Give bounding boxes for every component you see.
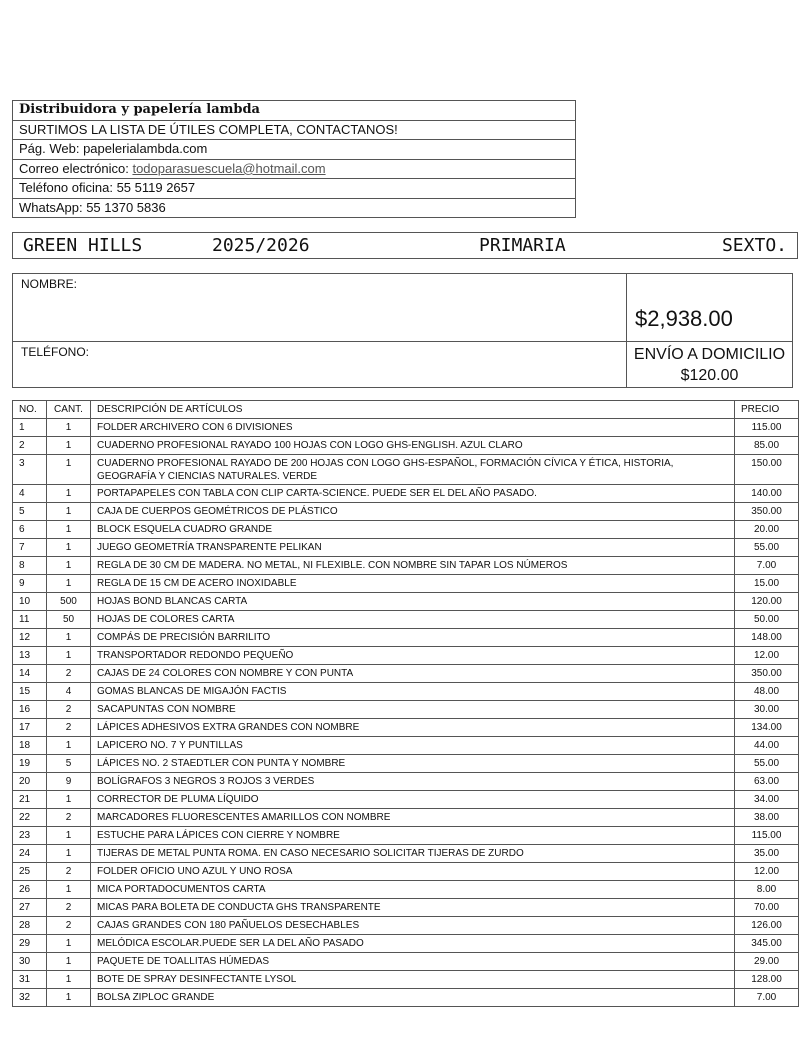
row-number: 12: [13, 629, 47, 647]
row-number: 16: [13, 701, 47, 719]
company-info-box: [12, 100, 576, 218]
row-number: 31: [13, 971, 47, 989]
row-number: 7: [13, 539, 47, 557]
row-quantity: 1: [47, 935, 91, 953]
table-row: [13, 953, 799, 971]
row-price: 29.00: [735, 953, 799, 971]
row-price: 70.00: [735, 899, 799, 917]
row-description: REGLA DE 15 CM DE ACERO INOXIDABLE: [91, 575, 735, 593]
items-table: [12, 400, 799, 1007]
row-quantity: 1: [47, 647, 91, 665]
row-description: SACAPUNTAS CON NOMBRE: [91, 701, 735, 719]
row-number: 13: [13, 647, 47, 665]
table-row: [13, 683, 799, 701]
table-row: [13, 899, 799, 917]
row-quantity: 1: [47, 455, 91, 485]
shipping-box: [627, 342, 793, 388]
row-description: PAQUETE DE TOALLITAS HÚMEDAS: [91, 953, 735, 971]
row-number: 2: [13, 437, 47, 455]
row-price: 115.00: [735, 827, 799, 845]
row-quantity: 1: [47, 827, 91, 845]
row-description: LAPICERO NO. 7 Y PUNTILLAS: [91, 737, 735, 755]
table-row: [13, 629, 799, 647]
row-description: CORRECTOR DE PLUMA LÍQUIDO: [91, 791, 735, 809]
table-row: [13, 539, 799, 557]
table-row: [13, 917, 799, 935]
row-description: CAJA DE CUERPOS GEOMÉTRICOS DE PLÁSTICO: [91, 503, 735, 521]
company-web: Pág. Web: papelerialambda.com: [13, 140, 576, 160]
row-number: 4: [13, 485, 47, 503]
table-row: [13, 665, 799, 683]
row-quantity: 1: [47, 971, 91, 989]
table-row: [13, 485, 799, 503]
row-quantity: 50: [47, 611, 91, 629]
table-row: [13, 845, 799, 863]
table-row: [13, 755, 799, 773]
row-description: FOLDER OFICIO UNO AZUL Y UNO ROSA: [91, 863, 735, 881]
row-number: 32: [13, 989, 47, 1007]
header-no: NO.: [13, 401, 47, 419]
row-number: 23: [13, 827, 47, 845]
row-quantity: 1: [47, 845, 91, 863]
row-number: 14: [13, 665, 47, 683]
row-number: 25: [13, 863, 47, 881]
table-row: [13, 437, 799, 455]
phone-label: TELÉFONO:: [21, 345, 90, 359]
row-quantity: 1: [47, 485, 91, 503]
row-price: 12.00: [735, 863, 799, 881]
row-description: HOJAS DE COLORES CARTA: [91, 611, 735, 629]
row-price: 48.00: [735, 683, 799, 701]
row-price: 35.00: [735, 845, 799, 863]
row-price: 120.00: [735, 593, 799, 611]
row-number: 29: [13, 935, 47, 953]
row-number: 17: [13, 719, 47, 737]
row-quantity: 500: [47, 593, 91, 611]
table-row: [13, 737, 799, 755]
row-description: MICA PORTADOCUMENTOS CARTA: [91, 881, 735, 899]
row-description: BOTE DE SPRAY DESINFECTANTE LYSOL: [91, 971, 735, 989]
row-quantity: 1: [47, 539, 91, 557]
total-price: $2,938.00: [627, 274, 793, 342]
row-description: TRANSPORTADOR REDONDO PEQUEÑO: [91, 647, 735, 665]
row-price: 7.00: [735, 989, 799, 1007]
row-number: 28: [13, 917, 47, 935]
row-description: TIJERAS DE METAL PUNTA ROMA. EN CASO NECESARIO SOLICITAR TIJERAS DE ZURDO: [91, 845, 735, 863]
row-number: 24: [13, 845, 47, 863]
row-description: BOLSA ZIPLOC GRANDE: [91, 989, 735, 1007]
phone-field[interactable]: [13, 342, 627, 388]
table-row: [13, 647, 799, 665]
table-row: [13, 773, 799, 791]
row-description: CAJAS DE 24 COLORES CON NOMBRE Y CON PUNTA: [91, 665, 735, 683]
row-price: 8.00: [735, 881, 799, 899]
row-description: CUADERNO PROFESIONAL RAYADO 100 HOJAS CON LOGO GHS-ENGLISH. AZUL CLARO: [91, 437, 735, 455]
row-quantity: 1: [47, 437, 91, 455]
name-field[interactable]: [13, 274, 627, 342]
customer-box: [12, 273, 793, 388]
table-row: [13, 827, 799, 845]
row-quantity: 1: [47, 791, 91, 809]
row-number: 27: [13, 899, 47, 917]
row-quantity: 2: [47, 917, 91, 935]
row-quantity: 1: [47, 557, 91, 575]
table-row: [13, 557, 799, 575]
email-link[interactable]: todoparasuescuela@hotmail.com: [132, 160, 326, 176]
row-quantity: 2: [47, 809, 91, 827]
row-price: 12.00: [735, 647, 799, 665]
row-number: 19: [13, 755, 47, 773]
row-description: BOLÍGRAFOS 3 NEGROS 3 ROJOS 3 VERDES: [91, 773, 735, 791]
table-row: [13, 881, 799, 899]
row-price: 345.00: [735, 935, 799, 953]
row-price: 50.00: [735, 611, 799, 629]
items-header-row: [13, 401, 799, 419]
row-price: 44.00: [735, 737, 799, 755]
row-number: 10: [13, 593, 47, 611]
row-description: PORTAPAPELES CON TABLA CON CLIP CARTA-SCIENCE. PUEDE SER EL DEL AÑO PASADO.: [91, 485, 735, 503]
row-description: ESTUCHE PARA LÁPICES CON CIERRE Y NOMBRE: [91, 827, 735, 845]
row-quantity: 4: [47, 683, 91, 701]
row-price: 15.00: [735, 575, 799, 593]
row-description: REGLA DE 30 CM DE MADERA. NO METAL, NI FLEXIBLE. CON NOMBRE SIN TAPAR LOS NÚMEROS: [91, 557, 735, 575]
table-row: [13, 593, 799, 611]
row-price: 85.00: [735, 437, 799, 455]
table-row: [13, 791, 799, 809]
row-price: 34.00: [735, 791, 799, 809]
row-quantity: 1: [47, 419, 91, 437]
school-banner: [12, 232, 798, 259]
row-price: 128.00: [735, 971, 799, 989]
row-number: 21: [13, 791, 47, 809]
row-price: 350.00: [735, 503, 799, 521]
row-description: CUADERNO PROFESIONAL RAYADO DE 200 HOJAS CON LOGO GHS-ESPAÑOL, FORMACIÓN CÍVICA Y ÉTICA, HISTORIA, GEOGRAFÍA Y CIENCIAS NATURALES. VERDE: [91, 455, 735, 485]
email-label: Correo electrónico:: [19, 160, 133, 176]
row-number: 1: [13, 419, 47, 437]
row-quantity: 1: [47, 575, 91, 593]
company-whatsapp: WhatsApp: 55 1370 5836: [13, 198, 576, 218]
company-email-row: [13, 159, 576, 179]
row-price: 126.00: [735, 917, 799, 935]
row-description: MELÓDICA ESCOLAR.PUEDE SER LA DEL AÑO PASADO: [91, 935, 735, 953]
table-row: [13, 719, 799, 737]
row-description: FOLDER ARCHIVERO CON 6 DIVISIONES: [91, 419, 735, 437]
table-row: [13, 611, 799, 629]
table-row: [13, 989, 799, 1007]
school-grade: SEXTO.: [721, 235, 787, 256]
row-number: 18: [13, 737, 47, 755]
row-description: CAJAS GRANDES CON 180 PAÑUELOS DESECHABLES: [91, 917, 735, 935]
row-quantity: 2: [47, 665, 91, 683]
row-quantity: 5: [47, 755, 91, 773]
row-quantity: 1: [47, 629, 91, 647]
row-description: BLOCK ESQUELA CUADRO GRANDE: [91, 521, 735, 539]
row-number: 22: [13, 809, 47, 827]
row-description: MICAS PARA BOLETA DE CONDUCTA GHS TRANSPARENTE: [91, 899, 735, 917]
items-body: [13, 419, 799, 1007]
row-description: JUEGO GEOMETRÍA TRANSPARENTE PELIKAN: [91, 539, 735, 557]
row-description: HOJAS BOND BLANCAS CARTA: [91, 593, 735, 611]
row-quantity: 2: [47, 863, 91, 881]
shipping-label: ENVÍO A DOMICILIO: [633, 346, 786, 363]
shipping-price: $120.00: [680, 367, 739, 384]
row-price: 30.00: [735, 701, 799, 719]
row-price: 20.00: [735, 521, 799, 539]
row-number: 6: [13, 521, 47, 539]
row-number: 20: [13, 773, 47, 791]
row-price: 134.00: [735, 719, 799, 737]
row-price: 350.00: [735, 665, 799, 683]
row-price: 38.00: [735, 809, 799, 827]
row-quantity: 9: [47, 773, 91, 791]
row-price: 55.00: [735, 755, 799, 773]
table-row: [13, 809, 799, 827]
row-quantity: 1: [47, 503, 91, 521]
table-row: [13, 575, 799, 593]
row-description: MARCADORES FLUORESCENTES AMARILLOS CON NOMBRE: [91, 809, 735, 827]
table-row: [13, 935, 799, 953]
row-number: 30: [13, 953, 47, 971]
row-number: 11: [13, 611, 47, 629]
row-price: 55.00: [735, 539, 799, 557]
school-name: GREEN HILLS: [23, 235, 143, 256]
row-quantity: 2: [47, 701, 91, 719]
row-number: 5: [13, 503, 47, 521]
header-price: PRECIO: [735, 401, 799, 419]
header-description: DESCRIPCIÓN DE ARTÍCULOS: [91, 401, 735, 419]
row-description: COMPÁS DE PRECISIÓN BARRILITO: [91, 629, 735, 647]
row-quantity: 1: [47, 521, 91, 539]
row-price: 63.00: [735, 773, 799, 791]
row-number: 3: [13, 455, 47, 485]
row-quantity: 2: [47, 719, 91, 737]
table-row: [13, 971, 799, 989]
table-row: [13, 503, 799, 521]
row-quantity: 1: [47, 737, 91, 755]
header-qty: CANT.: [47, 401, 91, 419]
table-row: [13, 455, 799, 485]
row-number: 9: [13, 575, 47, 593]
name-label: NOMBRE:: [21, 277, 78, 291]
row-description: GOMAS BLANCAS DE MIGAJÓN FACTIS: [91, 683, 735, 701]
school-level: PRIMARIA: [479, 235, 566, 256]
row-description: LÁPICES ADHESIVOS EXTRA GRANDES CON NOMBRE: [91, 719, 735, 737]
table-row: [13, 521, 799, 539]
company-tagline: SURTIMOS LA LISTA DE ÚTILES COMPLETA, CONTACTANOS!: [13, 120, 576, 140]
row-quantity: 1: [47, 881, 91, 899]
row-price: 150.00: [735, 455, 799, 485]
row-price: 148.00: [735, 629, 799, 647]
company-phone: Teléfono oficina: 55 5119 2657: [13, 179, 576, 199]
row-description: LÁPICES NO. 2 STAEDTLER CON PUNTA Y NOMBRE: [91, 755, 735, 773]
table-row: [13, 701, 799, 719]
row-price: 140.00: [735, 485, 799, 503]
row-price: 115.00: [735, 419, 799, 437]
table-row: [13, 419, 799, 437]
row-quantity: 1: [47, 989, 91, 1007]
row-quantity: 1: [47, 953, 91, 971]
row-quantity: 2: [47, 899, 91, 917]
row-price: 7.00: [735, 557, 799, 575]
row-number: 15: [13, 683, 47, 701]
row-number: 8: [13, 557, 47, 575]
school-year: 2025/2026: [212, 235, 310, 256]
company-name: Distribuidora y papelería lambda: [13, 101, 576, 121]
row-number: 26: [13, 881, 47, 899]
table-row: [13, 863, 799, 881]
